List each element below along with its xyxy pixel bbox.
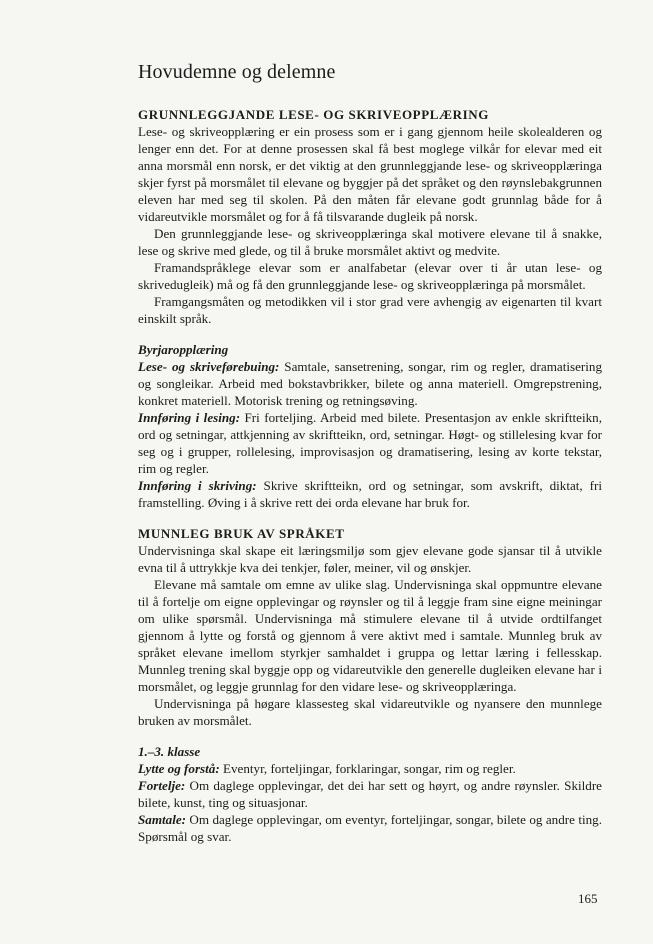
item-text: Om daglege opplevingar, om eventyr, forteljingar, songar, bilete og andre ting. Spørsmål og svar.: [138, 812, 602, 844]
item-text: Skrive skriftteikn, ord og setningar, som avskrift, diktat, fri framstelling. Øving i å skrive rett dei orda elevane har bruk for.: [138, 478, 602, 510]
paragraph: Undervisninga på høgare klassesteg skal vidareutvikle og nyansere den munnlege bruken av morsmålet.: [138, 696, 602, 728]
page-content: [138, 60, 602, 845]
paragraph: Undervisninga skal skape eit læringsmiljø som gjev elevane gode sjansar til å utvikle evna til å uttrykkje kva dei tenkjer, føler, meiner, vil og ønskjer.: [138, 543, 602, 575]
item-label: Innføring i lesing:: [138, 410, 241, 425]
subsection-heading-byrjaropplaering: Byrjaropplæring: [138, 342, 229, 357]
item-label: Fortelje:: [138, 778, 186, 793]
item-text: Fri forteljing. Arbeid med bilete. Presentasjon av enkle skriftteikn, ord og setningar, attkjenning av skriftteikn, ord, setningar. Høgt- og stillelesing kvar for seg og i grupper, rollelesing, improvisasjon og dramatisering, lesing av korte tekstar, rim og regler.: [138, 410, 602, 476]
list-item: [138, 477, 602, 511]
page-number: 165: [578, 891, 598, 906]
paragraph: Framgangsmåten og metodikken vil i stor grad vere avhengig av eigenarten til kvart einskilt språk.: [138, 294, 602, 326]
list-item: [138, 777, 602, 811]
item-label: Innføring i skriving:: [138, 478, 257, 493]
item-label: Lese- og skriveførebuing:: [138, 359, 280, 374]
paragraph: Elevane må samtale om emne av ulike slag. Undervisninga skal oppmuntre elevane til å fortelje om eigne opplevingar og røynsler og til å leggje fram sine eigne meiningar om ulike spørsmål. Undervisninga må stimulere elevane til å utvide ordtilfanget gjennom å lytte og forstå og gjennom å vere aktivt med i samtale. Munnleg bruk av språket elevane imellom styrkjer samhaldet i gruppa og lettar læring i fellesskap. Munnleg trening skal byggje opp og vidareutvikle den generelle dugleiken elevane har i morsmålet, og leggje grunnlag for den vidare lese- og skriveopplæringa.: [138, 577, 602, 694]
section-heading-munnleg: MUNNLEG BRUK AV SPRÅKET: [138, 526, 345, 541]
paragraph: Framandspråklege elevar som er analfabetar (elevar over ti år utan lese- og skrivedugleik) må og få den grunnleggjande lese- og skriveopplæringa på morsmålet.: [138, 260, 602, 292]
page-title: Hovudemne og delemne: [138, 61, 336, 83]
item-text: Eventyr, forteljingar, forklaringar, songar, rim og regler.: [219, 761, 516, 776]
list-item: [138, 409, 602, 477]
item-text: Om daglege opplevingar, det dei har sett og høyrt, og andre røynsler. Skildre bilete, kunst, ting og situasjonar.: [138, 778, 602, 810]
item-text: Samtale, sansetrening, songar, rim og regler, dramatisering og songleikar. Arbeid med bokstavbrikker, bilete og anna materiell. Omgrepstrening, konkret materiell. Motorisk trening og retningsøving.: [138, 359, 602, 408]
list-item: [138, 760, 602, 777]
paragraph: Lese- og skriveopplæring er ein prosess som er i gang gjennom heile skolealderen og lenger enn det. For at denne prosessen skal få best moglege vilkår for elevar med eit anna morsmål enn norsk, er det viktig at den grunnleggjande lese- og skriveopplæringa skjer fyrst på morsmålet til elevane og byggjer på det språket og den røynslebakgrunnen eleven har med seg til skolen. På den måten får elevane godt grunnlag både for å vidareutvikle morsmålet og for å få tilsvarande dugleik på norsk.: [138, 124, 602, 224]
list-item: [138, 811, 602, 845]
list-item: [138, 358, 602, 409]
paragraph: Den grunnleggjande lese- og skriveopplæringa skal motivere elevane til å snakke, lese og skrive med glede, og til å bruke morsmålet aktivt og medvite.: [138, 226, 602, 258]
item-label: Lytte og forstå:: [138, 761, 220, 776]
item-label: Samtale:: [138, 812, 187, 827]
subsection-heading-klasse: 1.–3. klasse: [138, 744, 201, 759]
section-heading-grunnleggjande: GRUNNLEGGJANDE LESE- OG SKRIVEOPPLÆRING: [138, 107, 489, 122]
